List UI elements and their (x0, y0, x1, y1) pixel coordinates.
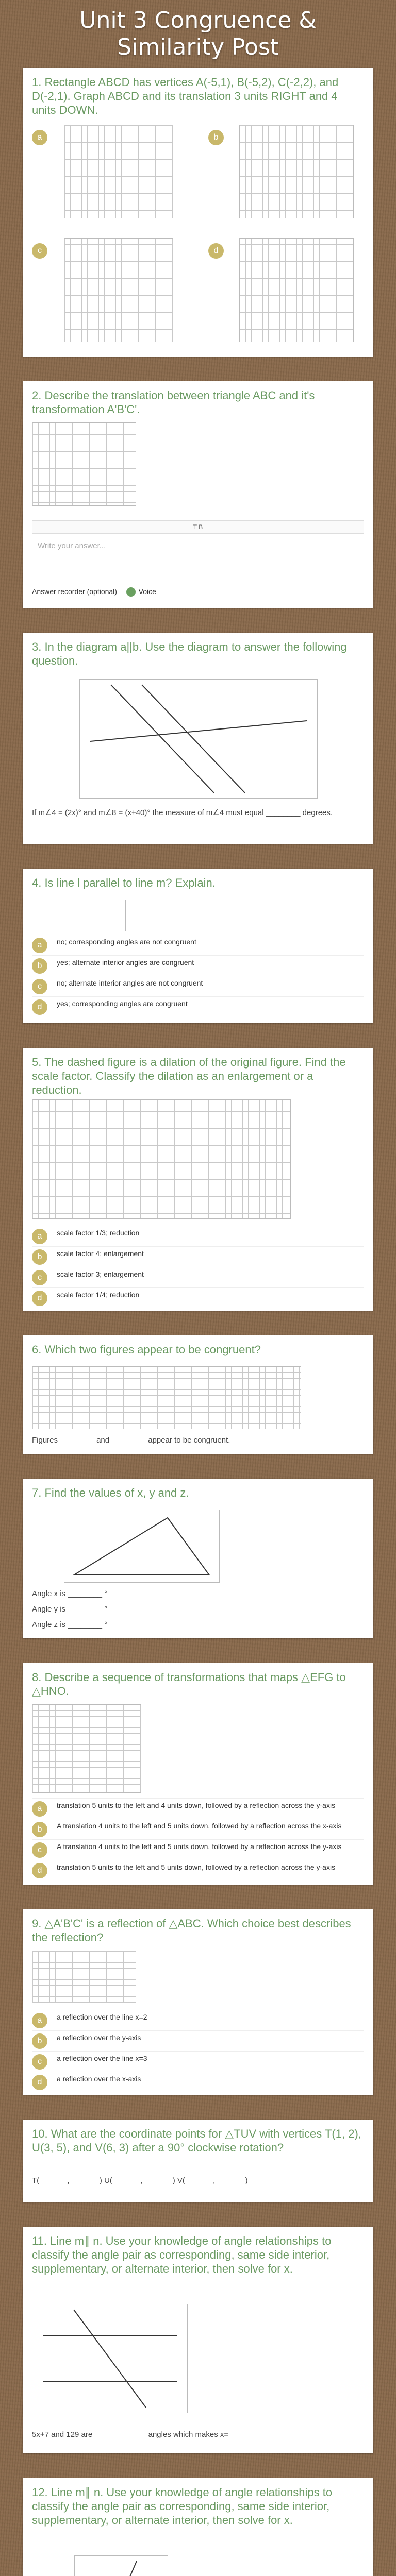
figures-graph (32, 1366, 301, 1429)
angle-z-line: Angle z is ________ ° (32, 1620, 108, 1629)
question-11-card (23, 2227, 373, 2453)
reflection-graph (32, 1951, 136, 2003)
microphone-icon[interactable] (126, 587, 136, 597)
voice-label: Voice (138, 587, 156, 596)
question-1-text: 1. Rectangle ABCD has vertices A(-5,1), B(-5,2), C(-2,2), and D(-2,1). Graph ABCD and its translation 3 units RIGHT and 4 units DOWN. (32, 76, 339, 116)
choice-text: no; corresponding angles are not congruent (57, 938, 196, 946)
choice-badge: d (32, 2075, 47, 2090)
question-7-card (23, 1479, 373, 1638)
dilation-graph (32, 1099, 291, 1219)
question-11-text: 11. Line m∥ n. Use your knowledge of angle relationships to classify the angle pair as corresponding, same side interior, supplementary, or alternate interior, then solve for x. (32, 2234, 332, 2275)
transformation-graph (32, 1704, 141, 1793)
question-11-body: 5x+7 and 129 are ____________ angles which makes x= ________ (32, 2430, 266, 2439)
answer-textarea[interactable]: Write your answer... (32, 536, 364, 577)
choice-badge: b (32, 958, 47, 974)
choice-text: a reflection over the line x=2 (57, 2013, 147, 2021)
question-9-card (23, 1909, 373, 2095)
parallel-lines-svg (80, 680, 317, 798)
choice-c[interactable] (32, 1267, 364, 1288)
choice-badge: a (32, 938, 47, 953)
question-5-card (23, 1048, 373, 1311)
choice-badge: c (32, 1270, 47, 1285)
choice-badge: b (32, 1822, 47, 1837)
choice-badge: c (32, 1842, 47, 1858)
question-3-text: 3. In the diagram a||b. Use the diagram to answer the following question. (32, 640, 347, 667)
option-b-badge[interactable]: b (208, 130, 224, 145)
choice-b[interactable] (32, 1819, 364, 1840)
question-5-text: 5. The dashed figure is a dilation of the original figure. Find the scale factor. Classify the dilation as an enlargement or a reduction. (32, 1056, 346, 1096)
question-4-text: 4. Is line l parallel to line m? Explain. (32, 876, 216, 889)
choice-text: no; alternate interior angles are not congruent (57, 979, 203, 987)
question-2-text: 2. Describe the translation between triangle ABC and it's transformation A'B'C'. (32, 389, 315, 416)
choice-text: a reflection over the x-axis (57, 2075, 141, 2083)
choice-text: scale factor 1/4; reduction (57, 1291, 140, 1299)
option-a-badge[interactable]: a (32, 130, 47, 145)
choice-d[interactable] (32, 1287, 364, 1309)
question-3-body: If m∠4 = (2x)° and m∠8 = (x+40)° the measure of m∠4 must equal ________ degrees. (32, 808, 333, 817)
choice-badge: c (32, 2054, 47, 2070)
question-12-text: 12. Line m∥ n. Use your knowledge of angle relationships to classify the angle pair as corresponding, same side interior, supplementary, or alternate interior, then solve for x. (32, 2486, 333, 2527)
angle-pair-diagram-2 (74, 2555, 168, 2576)
graph-option-d (239, 238, 354, 342)
question-6-text: 6. Which two figures appear to be congruent? (32, 1343, 261, 1356)
choice-d[interactable] (32, 1860, 364, 1881)
choice-c[interactable] (32, 2051, 364, 2072)
choice-badge: b (32, 1249, 47, 1265)
choice-text: yes; alternate interior angles are congruent (57, 958, 194, 967)
choice-text: translation 5 units to the left and 4 units down, followed by a reflection across the y-axis (57, 1801, 336, 1809)
choice-a[interactable] (32, 1226, 364, 1247)
question-10-body: T(______ , ______ ) U(______ , ______ ) V(______ , ______ ) (32, 2176, 248, 2185)
option-d-badge[interactable]: d (208, 243, 224, 259)
page-title: Unit 3 Congruence & Similarity Post (79, 7, 317, 60)
choice-b[interactable] (32, 955, 364, 976)
choice-a[interactable] (32, 1798, 364, 1819)
choice-b[interactable] (32, 1246, 364, 1267)
choice-text: translation 5 units to the left and 5 units down, followed by a reflection across the y-axis (57, 1863, 336, 1871)
question-3-card (23, 633, 373, 844)
choice-a[interactable] (32, 2010, 364, 2031)
angle-pair-diagram (32, 2304, 188, 2413)
choice-text: scale factor 4; enlargement (57, 1249, 144, 1258)
choice-badge: c (32, 979, 47, 994)
answer-recorder[interactable] (32, 587, 156, 597)
angle-y-line: Angle y is ________ ° (32, 1605, 108, 1614)
choice-badge: a (32, 2013, 47, 2028)
question-7-text: 7. Find the values of x, y and z. (32, 1486, 189, 1499)
graph-option-a (64, 125, 173, 218)
triangle-xyz-diagram (64, 1510, 220, 1583)
parallel-lines-diagram (79, 679, 318, 799)
option-c-badge[interactable]: c (32, 243, 47, 259)
question-6-card (23, 1335, 373, 1454)
choice-d[interactable] (32, 2072, 364, 2093)
angle-x-line: Angle x is ________ ° (32, 1589, 108, 1598)
question-9-text: 9. △A'B'C' is a reflection of △ABC. Which choice best describes the reflection? (32, 1917, 351, 1944)
recorder-label: Answer recorder (optional) – (32, 587, 123, 596)
choice-badge: b (32, 2033, 47, 2049)
question-6-body: Figures ________ and ________ appear to be congruent. (32, 1436, 230, 1445)
choice-badge: d (32, 1291, 47, 1306)
choice-c[interactable] (32, 976, 364, 997)
choice-text: a reflection over the y-axis (57, 2033, 141, 2042)
question-10-card (23, 2120, 373, 2202)
question-10-text: 10. What are the coordinate points for △TUV with vertices T(1, 2), U(3, 5), and V(6, 3) after a 90° clockwise rotation? (32, 2127, 361, 2154)
choice-text: a reflection over the line x=3 (57, 2054, 147, 2062)
choice-badge: d (32, 1863, 47, 1878)
question-1-card (23, 68, 373, 357)
graph-option-c (64, 238, 173, 342)
question-2-card (23, 381, 373, 608)
choice-text: A translation 4 units to the left and 5 units down, followed by a reflection across the y-axis (57, 1842, 342, 1851)
choice-c[interactable] (32, 1839, 364, 1860)
angle-pair-svg (32, 2304, 187, 2413)
choice-d[interactable] (32, 996, 364, 1018)
triangle-translation-graph (32, 422, 136, 506)
question-4-card (23, 869, 373, 1023)
choice-text: A translation 4 units to the left and 5 units down, followed by a reflection across the x-axis (57, 1822, 342, 1830)
angle-pair-svg-2 (75, 2556, 168, 2576)
graph-option-b (239, 125, 354, 218)
answer-toolbar[interactable]: T B (32, 520, 364, 534)
choice-badge: a (32, 1229, 47, 1244)
choice-text: yes; corresponding angles are congruent (57, 999, 188, 1008)
choice-text: scale factor 1/3; reduction (57, 1229, 140, 1237)
choice-badge: d (32, 999, 47, 1015)
lines-l-m-diagram (32, 900, 126, 931)
choice-badge: a (32, 1801, 47, 1817)
choice-text: scale factor 3; enlargement (57, 1270, 144, 1278)
question-8-text: 8. Describe a sequence of transformations that maps △EFG to △HNO. (32, 1671, 346, 1698)
triangle-xyz-svg (64, 1510, 219, 1582)
choice-a[interactable] (32, 935, 364, 956)
question-12-card (23, 2478, 373, 2576)
choice-b[interactable] (32, 2030, 364, 2052)
question-8-card (23, 1663, 373, 1885)
